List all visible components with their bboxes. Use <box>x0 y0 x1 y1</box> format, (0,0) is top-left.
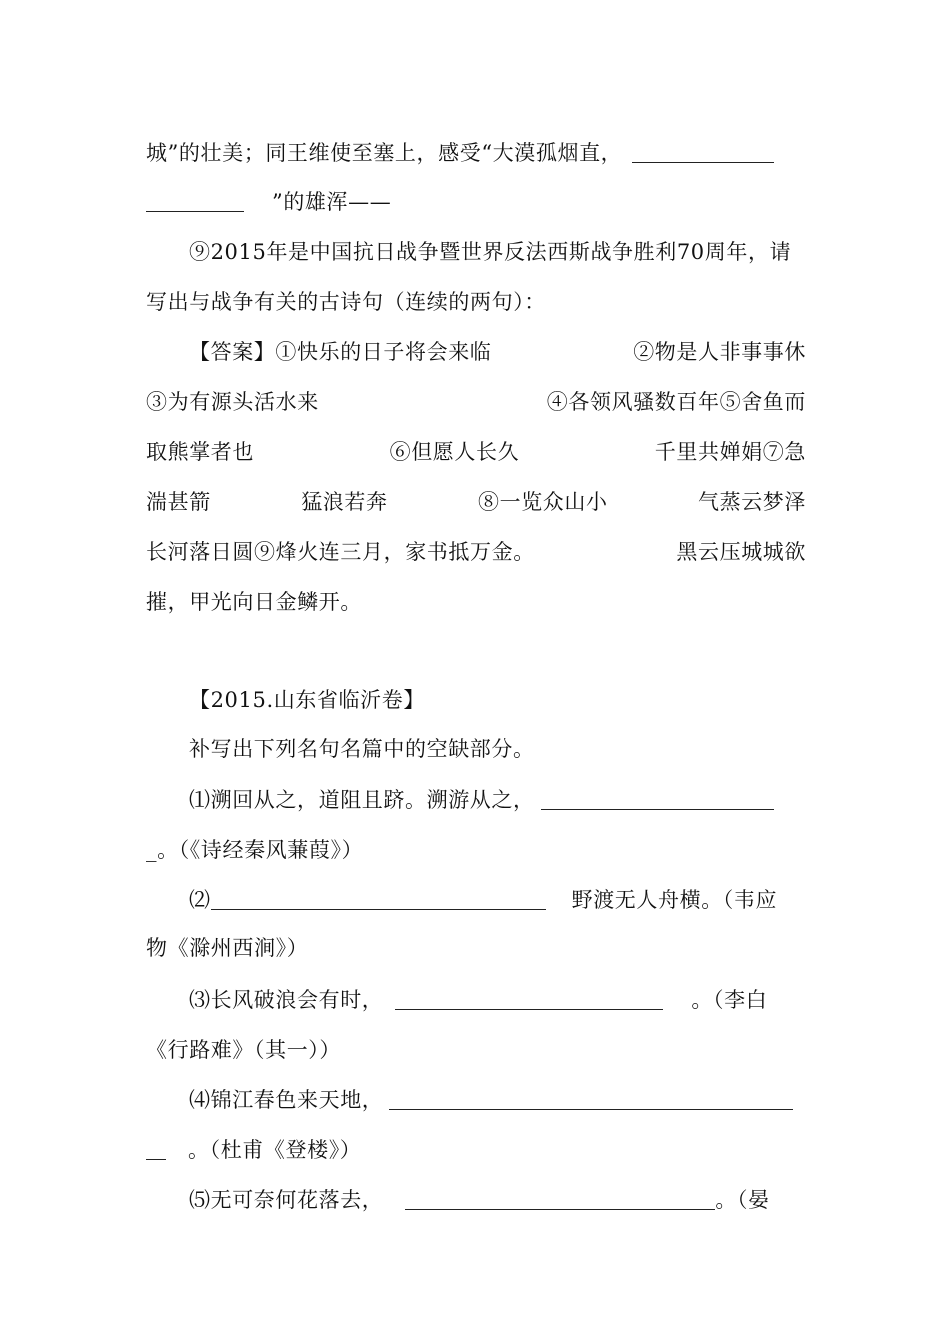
item-3-cont: 《行路难》（其一）） <box>146 1038 341 1062</box>
answer-line: ③为有源头活水来 ④各领风骚数百年⑤舍鱼而 <box>146 390 806 414</box>
item-2-cont: 物《滁州西涧》） <box>146 936 309 960</box>
fill-blank[interactable] <box>146 191 244 212</box>
answer-line: 湍甚箭 猛浪若奔 ⑧一览众山小 气蒸云梦泽 <box>146 490 806 514</box>
question-9-cont: 写出与战争有关的古诗句（连续的两句）： <box>146 290 546 314</box>
fill-blank[interactable] <box>405 1189 715 1210</box>
text-line: 城”的壮美；同王维使至塞上，感受“大漠孤烟直， <box>146 138 806 168</box>
answer-line: 长河落日圆⑨烽火连三月，家书抵万金。 黑云压城城欲 <box>146 540 806 564</box>
fill-blank[interactable] <box>389 1089 793 1110</box>
item-1: ⑴溯回从之，道阻且跻。溯游从之， <box>189 785 806 815</box>
fill-blank[interactable] <box>395 989 663 1010</box>
item-4: ⑷锦江春色来天地， <box>189 1085 806 1115</box>
item-2: ⑵ 野渡无人舟横。（韦应 <box>189 888 778 912</box>
fill-blank[interactable] <box>211 889 546 910</box>
item-1-cont: _。（《诗经秦风蒹葭》） <box>146 838 364 862</box>
instruction: 补写出下列名句名篇中的空缺部分。 <box>189 737 535 761</box>
answer-line: 取熊掌者也 ⑥但愿人长久 千里共婵娟⑦急 <box>146 440 806 464</box>
fill-blank[interactable] <box>541 789 774 810</box>
answer-line: 摧，甲光向日金鳞开。 <box>146 590 362 614</box>
fill-blank[interactable] <box>632 142 774 163</box>
item-4-cont: 。（杜甫《登楼》） <box>146 1135 806 1165</box>
answer-line: 【答案】①快乐的日子将会来临 ②物是人非事事休 <box>189 340 806 364</box>
item-5: ⑸无可奈何花落去， 。（晏 <box>189 1188 770 1212</box>
question-9: ⑨2015年是中国抗日战争暨世界反法西斯战争胜利70周年，请 <box>189 240 792 264</box>
fill-blank[interactable] <box>146 1139 166 1160</box>
item-3: ⑶长风破浪会有时， 。（李白 <box>189 988 768 1012</box>
section-heading: 【2015.山东省临沂卷】 <box>189 688 425 712</box>
text-line: ”的雄浑—— <box>146 187 806 217</box>
